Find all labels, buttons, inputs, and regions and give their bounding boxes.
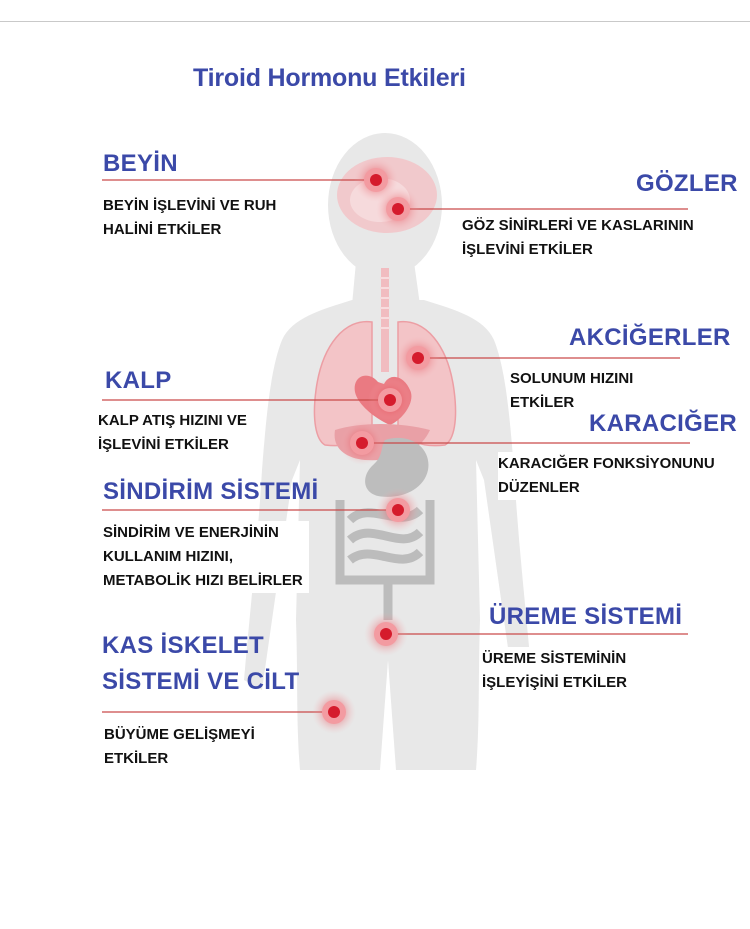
marker-digestive	[376, 488, 420, 532]
label-brain: BEYİN	[103, 150, 178, 177]
label-eyes: GÖZLER	[636, 170, 738, 197]
desc-eyes: GÖZ SİNİRLERİ VE KASLARININ İŞLEVİNİ ETKİLER	[462, 214, 700, 262]
label-musculoskeletal: KAS İSKELET SİSTEMİ VE CİLT	[102, 632, 300, 695]
desc-brain: BEYİN İŞLEVİNİ VE RUH HALİNİ ETKİLER	[103, 194, 282, 242]
label-heart: KALP	[105, 367, 172, 394]
desc-musculoskeletal: BÜYÜME GELİŞMEYİ ETKİLER	[104, 723, 261, 771]
marker-eyes	[376, 187, 420, 231]
label-liver: KARACIĞER	[589, 410, 738, 437]
page-title: Tiroid Hormonu Etkileri	[193, 64, 466, 92]
label-digestive: SİNDİRİM SİSTEMİ	[103, 478, 319, 505]
desc-heart: KALP ATIŞ HIZINI VE İŞLEVİNİ ETKİLER	[98, 409, 253, 457]
marker-musculoskeletal	[312, 690, 356, 734]
label-lungs: AKCİĞERLER	[569, 324, 731, 351]
marker-liver	[340, 421, 384, 465]
marker-heart	[368, 378, 412, 422]
desc-lungs: SOLUNUM HIZINI ETKİLER	[510, 367, 639, 415]
marker-lungs	[396, 336, 440, 380]
marker-reproductive	[364, 612, 408, 656]
desc-digestive: SİNDİRİM VE ENERJİNİN KULLANIM HIZINI, METABOLİK HIZI BELİRLER	[103, 521, 309, 593]
label-reproductive: ÜREME SİSTEMİ	[489, 603, 683, 630]
desc-reproductive: ÜREME SİSTEMİNİN İŞLEYİŞİNİ ETKİLER	[482, 647, 633, 695]
desc-liver: KARACIĞER FONKSİYONUNU DÜZENLER	[498, 452, 721, 500]
